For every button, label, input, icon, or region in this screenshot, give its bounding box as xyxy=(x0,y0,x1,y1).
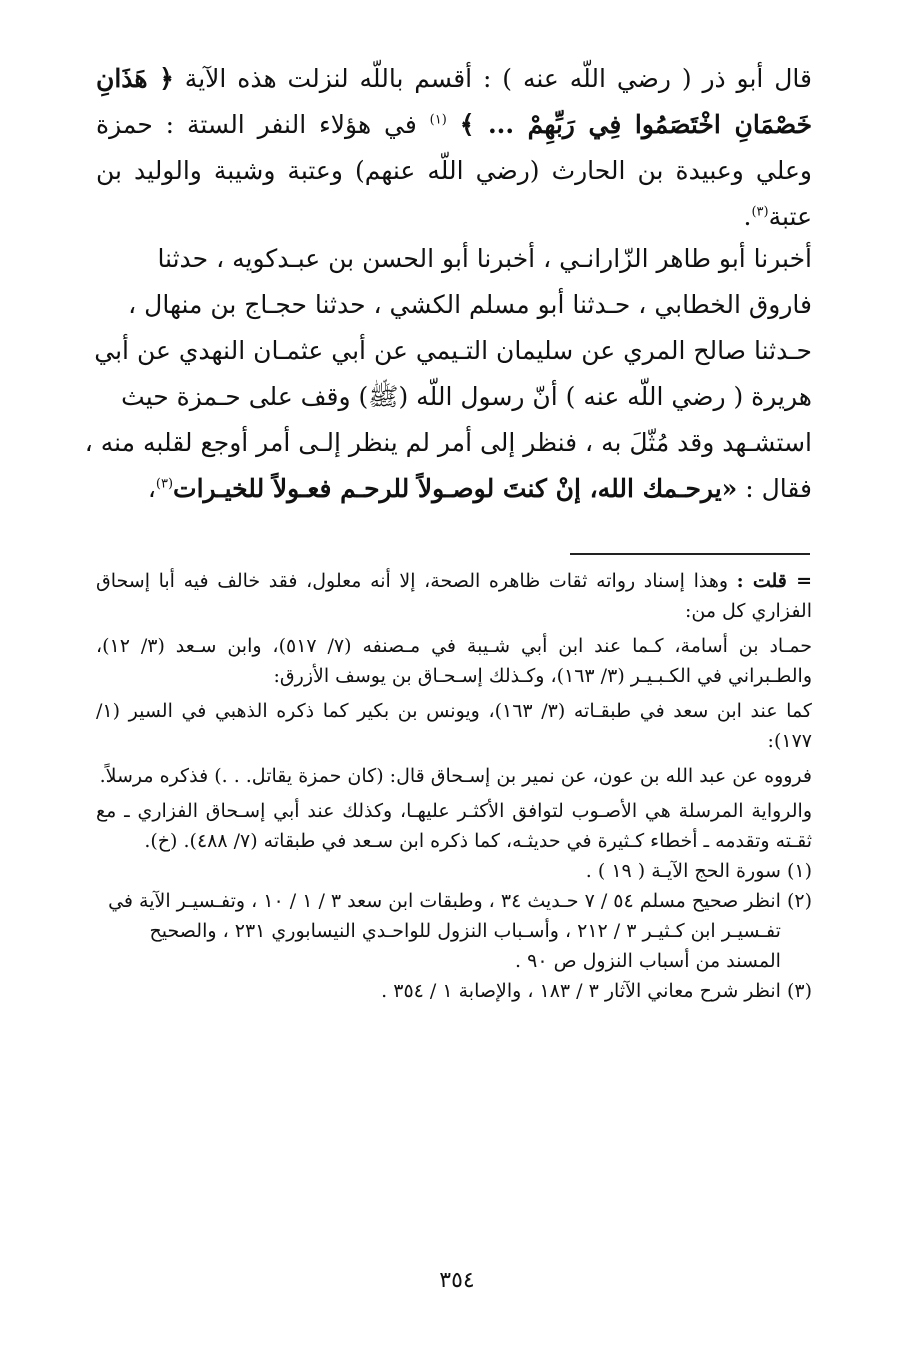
note-paragraph-1 xyxy=(96,566,812,626)
hadith-quote: «يرحـمك الله، إنْ كنتَ لوصـولاً للرحـم فعـولاً للخيـرات xyxy=(173,474,738,503)
footnote-2 xyxy=(96,886,812,976)
footnote-1-number: (١) xyxy=(786,860,812,882)
paragraph-2-line-4: هريرة ( رضي اللّه عنه ) أنّ رسول اللّه (ﷺ) وقف على حـمزة حيث xyxy=(121,382,812,411)
footnote-1 xyxy=(96,856,812,886)
paragraph-1-text-b: في هؤلاء النفر الستة : حمزة وعلي وعبيدة بن الحارث (رضي اللّه عنهم) وعتبة وشيبة والوليد بن عتبة xyxy=(96,110,812,231)
footnote-3 xyxy=(96,976,812,1006)
paragraph-2-line-3: حـدثنا صالح المري عن سليمان التـيمي عن أبي عثمـان النهدي عن أبي xyxy=(94,336,812,365)
footnote-2-text: انظر صحيح مسلم ٥٤ / ٧ حـديث ٣٤ ، وطبقات ابن سعد ٣ / ١ / ١٠ ، وتفـسيـر الآية في تفـسيـر ابن كـثيـر ٣ / ٢١٢ ، وأسـباب النزول للواحـدي النيسابوري ٢٣١ ، والصحيح المسند من أسباب النزول ص ٩٠ . xyxy=(108,890,781,972)
footnote-ref-1: (١) xyxy=(429,112,447,128)
quran-verse: ﴿ هَذَانِ خَصْمَانِ اخْتَصَمُوا فِي رَبِّهِمْ ... ﴾ xyxy=(96,64,813,139)
note-1-text: وهذا إسناد رواته ثقات ظاهره الصحة، إلا أنه معلول، فقد خالف فيه أبا إسحاق الفزاري كل من: xyxy=(96,570,812,622)
paragraph-1-text-a: قال أبو ذر ( رضي اللّه عنه ) : أقسم باللّه لنزلت هذه الآية xyxy=(184,64,812,93)
footnotes xyxy=(96,566,812,1006)
note-paragraph-3: كما عند ابن سعد في طبقـاته (٣/ ١٦٣)، ويونس بن بكير كما ذكره الذهبي في السير (١/ ١٧٧): xyxy=(96,700,812,752)
footnote-1-text: سورة الحج الآيـة ( ١٩ ) . xyxy=(585,860,781,882)
page-number: ٣٥٤ xyxy=(439,1268,475,1293)
said-label: فقال : xyxy=(745,474,812,503)
paragraph-2-line-6 xyxy=(96,466,812,512)
paragraph-2-line-2: فاروق الخطابي ، حـدثنا أبو مسلم الكشي ، حدثنا حجـاج بن منهال ، xyxy=(128,290,812,319)
note-paragraph-4: فرووه عن عبد الله بن عون، عن نمير بن إسـحاق قال: (كان حمزة يقاتل. . .) فذكره مرسلاً. xyxy=(99,765,812,787)
footnote-3-text: انظر شرح معاني الآثار ٣ / ١٨٣ ، والإصابة ١ / ٣٥٤ . xyxy=(381,980,781,1002)
paragraph-1-text-c: . xyxy=(743,202,752,231)
paragraph-1 xyxy=(96,56,812,240)
footnote-2-number: (٢) xyxy=(786,890,812,912)
note-paragraph-2: حمـاد بن أسامة، كـما عند ابن أبي شـيبة في مـصنفه (٧/ ٥١٧)، وابن سـعد (٣/ ١٢)، والطـبراني في الكـبـيـر (٣/ ١٦٣)، وكـذلك إسـحـاق بن يوسف الأزرق: xyxy=(96,635,812,687)
footnote-ref-3: (٣) xyxy=(751,204,769,220)
paragraph-2-line-1: أخبرنا أبو طاهر الزّارانـي ، أخبرنا أبو الحسن بن عبـدكويه ، حدثنا xyxy=(157,244,812,273)
quote-end: ، xyxy=(147,474,156,503)
note-label: = قلت : xyxy=(736,570,812,592)
footnote-ref-3b: (٣) xyxy=(155,476,174,492)
footnote-divider xyxy=(570,553,810,555)
note-paragraph-5: والرواية المرسلة هي الأصـوب لتوافق الأكثـر عليهـا، وكذلك عند أبي إسـحاق الفزاري ـ مع ثقـته وتقدمه ـ أخطاء كـثيرة في حديثـه، كما ذكره ابن سـعد في طبقاته (٧/ ٤٨٨). (خ). xyxy=(96,800,812,852)
paragraph-2-line-5: استشـهد وقد مُثّلَ به ، فنظر إلى أمر لم ينظر إلـى أمر أوجع لقلبه منه ، xyxy=(84,428,812,457)
paragraph-2 xyxy=(84,236,812,512)
footnote-3-number: (٣) xyxy=(786,980,812,1002)
